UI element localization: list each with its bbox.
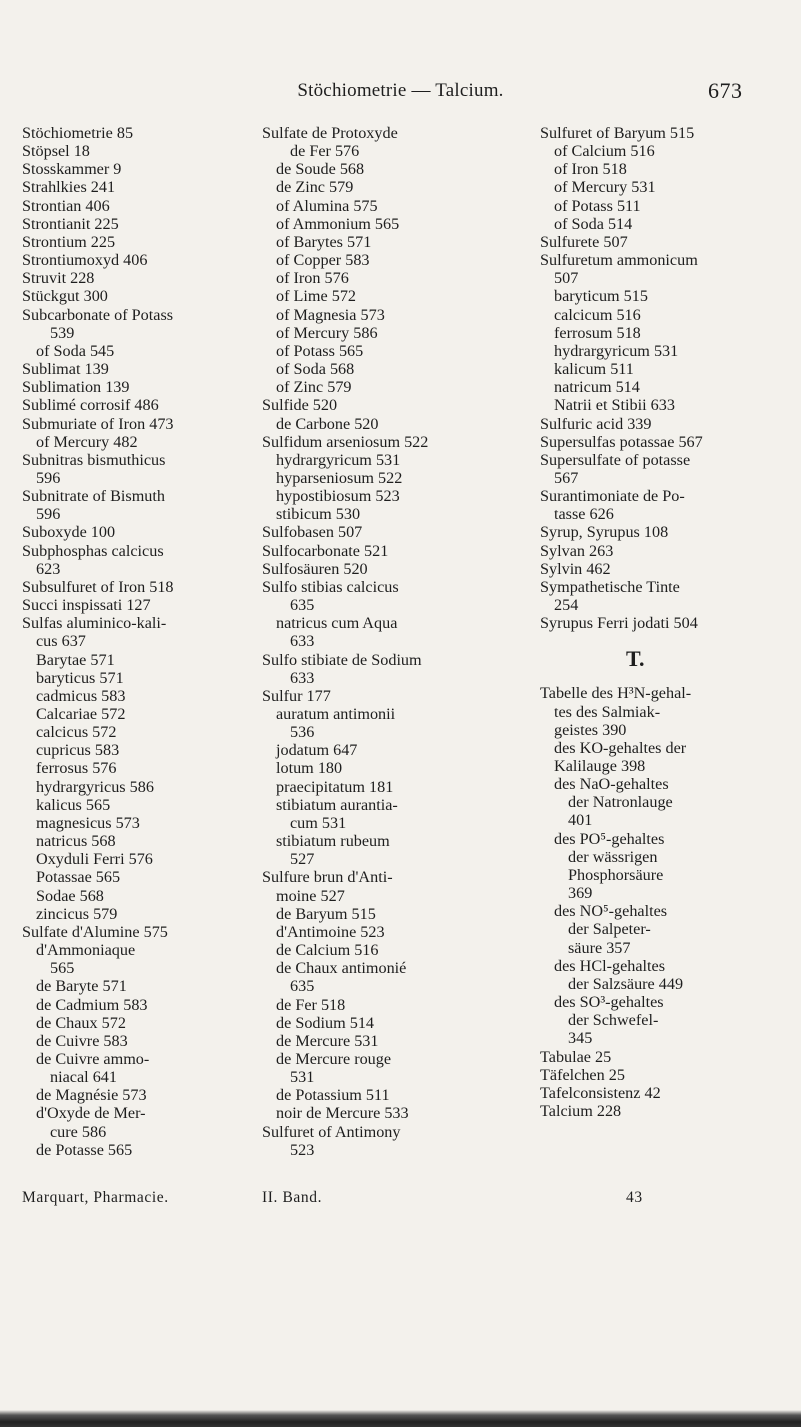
index-entry: of Soda 568	[276, 360, 355, 379]
index-entry: Sulfas aluminico-kali-	[22, 614, 167, 633]
index-entry: cus 637	[36, 632, 86, 651]
footer-signature: 43	[626, 1189, 643, 1206]
index-entry: of Barytes 571	[276, 232, 372, 251]
index-entry: de Zinc 579	[276, 178, 354, 197]
index-entry: Tafelconsistenz 42	[540, 1083, 661, 1102]
index-entry: stibiatum rubeum	[276, 832, 390, 851]
index-entry: hypostibiosum 523	[276, 487, 400, 506]
index-entry: of Lime 572	[276, 287, 357, 306]
index-entry: 523	[290, 1140, 315, 1159]
index-entry: Stückgut 300	[22, 287, 108, 306]
index-entry: Struvit 228	[22, 269, 95, 288]
index-entry: stibicum 530	[276, 505, 361, 524]
index-entry: of Soda 514	[554, 214, 633, 233]
index-entry: Sublimation 139	[22, 378, 130, 397]
index-entry: of Copper 583	[276, 251, 370, 270]
index-entry: of Iron 518	[554, 160, 627, 179]
index-entry: de Fer 576	[290, 142, 360, 161]
index-entry: de Fer 518	[276, 995, 346, 1014]
index-entry: natricus 568	[36, 832, 116, 851]
index-entry: de Chaux antimonié	[276, 959, 407, 978]
index-entry: auratum antimonii	[276, 705, 396, 723]
index-entry: Sulfosäuren 520	[262, 559, 368, 578]
index-entry: Tabelle des H³N-gehal-	[540, 684, 692, 703]
index-entry: Sulfide 520	[262, 396, 338, 415]
index-entry: 527	[290, 850, 315, 869]
index-entry: de Mercure rouge	[276, 1049, 392, 1068]
index-entry: jodatum 647	[276, 741, 358, 760]
index-entry: Supersulfas potassae 567	[540, 432, 703, 451]
index-entry: Sulfidum arseniosum 522	[262, 432, 429, 451]
index-entry: der Natronlauge	[568, 793, 673, 812]
index-entry: de Cuivre 583	[36, 1031, 128, 1050]
index-entry: Tabulae 25	[540, 1047, 612, 1066]
index-entry: 536	[290, 723, 315, 742]
index-entry: baryticus 571	[36, 668, 124, 687]
index-entry: 369	[568, 884, 593, 903]
index-entry: de Potassium 511	[276, 1086, 390, 1105]
index-entry: de Mercure 531	[276, 1031, 379, 1050]
index-entry: de Carbone 520	[276, 414, 379, 433]
footer-volume: II. Band.	[262, 1189, 323, 1206]
index-entry: calcicus 572	[36, 723, 117, 742]
index-entry: hydrargyricus 586	[36, 777, 154, 796]
index-entry: d'Ammoniaque	[36, 941, 136, 960]
index-entry: Sodae 568	[36, 886, 104, 905]
index-entry: Potassae 565	[36, 868, 121, 887]
index-entry: Sulfate de Protoxyde	[262, 124, 398, 142]
index-entry: Barytae 571	[36, 650, 115, 669]
index-entry: calcicum 516	[554, 305, 641, 324]
index-entry: 254	[554, 596, 579, 615]
index-entry: moine 527	[276, 886, 345, 905]
index-entry: Strahlkies 241	[22, 178, 116, 197]
index-entry: cure 586	[50, 1122, 107, 1141]
index-entry: Sympathetische Tinte	[540, 577, 680, 596]
index-entry: Surantimoniate de Po-	[540, 487, 685, 506]
page-title: Stöchiometrie — Talcium.	[297, 80, 504, 101]
index-entry: de Calcium 516	[276, 941, 379, 960]
index-entry: 623	[36, 559, 61, 578]
index-entry: Subsulfuret of Iron 518	[22, 577, 174, 596]
index-column-2	[262, 124, 512, 1159]
page-number: 673	[708, 78, 743, 103]
index-entry: Sylvan 263	[540, 541, 614, 560]
index-entry: Sulfocarbonate 521	[262, 541, 389, 560]
index-entry: Stosskammer 9	[22, 160, 122, 179]
index-entry: noir de Mercure 533	[276, 1104, 409, 1123]
index-entry: 565	[50, 959, 75, 978]
index-entry: 635	[290, 596, 315, 615]
index-entry: of Mercury 531	[554, 178, 656, 197]
index-entry: de Magnésie 573	[36, 1086, 147, 1105]
index-entry: zincicus 579	[36, 904, 118, 923]
index-entry: 345	[568, 1029, 593, 1048]
index-entry: of Mercury 586	[276, 323, 378, 342]
index-entry: Subphosphas calcicus	[22, 541, 164, 560]
index-entry: Sulfur 177	[262, 686, 331, 705]
index-entry: des NO⁵-gehaltes	[554, 902, 668, 921]
index-entry: niacal 641	[50, 1068, 117, 1087]
index-entry: Sulfobasen 507	[262, 523, 363, 542]
index-entry: cum 531	[290, 813, 347, 832]
index-entry: tasse 626	[554, 505, 614, 524]
index-entry: magnesicus 573	[36, 813, 140, 832]
index-entry: des SO³-gehaltes	[554, 993, 664, 1012]
index-entry: natricus cum Aqua	[276, 614, 398, 633]
index-entry: Strontiumoxyd 406	[22, 251, 148, 270]
index-entry: 596	[36, 468, 61, 487]
index-entry: tes des Salmiak-	[554, 702, 661, 721]
index-entry: kalicus 565	[36, 795, 111, 814]
index-entry: of Iron 576	[276, 269, 349, 288]
index-entry: d'Oxyde de Mer-	[36, 1104, 146, 1123]
index-entry: Sulfate d'Alumine 575	[22, 922, 168, 941]
index-entry: cupricus 583	[36, 741, 120, 760]
index-entry: natricum 514	[554, 378, 640, 397]
index-entry: de Cuivre ammo-	[36, 1049, 150, 1068]
index-entry: des NaO-gehaltes	[554, 775, 669, 794]
index-entry: 596	[36, 505, 61, 524]
index-entry: 635	[290, 977, 315, 996]
index-entry: Sulfo stibias calcicus	[262, 577, 399, 596]
index-entry: des PO⁵-gehaltes	[554, 829, 665, 848]
index-entry: Syrup, Syrupus 108	[540, 523, 669, 542]
index-entry: Sulfuret of Baryum 515	[540, 124, 695, 142]
index-entry: 633	[290, 668, 315, 687]
index-entry: 633	[290, 632, 315, 651]
index-entry: hydrargyricum 531	[276, 450, 401, 469]
index-entry: Stöchiometrie 85	[22, 124, 134, 142]
section-letter-heading: T.	[626, 646, 645, 672]
index-entry: of Ammonium 565	[276, 214, 400, 233]
index-column-3	[540, 124, 800, 1120]
index-entry: der Salpeter-	[568, 920, 651, 939]
index-entry: of Zinc 579	[276, 378, 352, 397]
index-entry: Sulfo stibiate de Sodium	[262, 650, 422, 669]
index-entry: Sylvin 462	[540, 559, 611, 578]
index-entry: Sublimat 139	[22, 360, 109, 379]
index-entry: Suboxyde 100	[22, 523, 116, 542]
index-entry: Phosphorsäure	[568, 865, 664, 884]
index-entry: of Soda 545	[36, 341, 115, 360]
index-entry: de Sodium 514	[276, 1013, 375, 1032]
index-entry: de Potasse 565	[36, 1140, 133, 1159]
index-entry: Täfelchen 25	[540, 1065, 625, 1084]
index-entry: 539	[50, 323, 75, 342]
index-entry: Strontium 225	[22, 232, 116, 251]
index-entry: Calcariae 572	[36, 705, 126, 723]
index-entry: praecipitatum 181	[276, 777, 394, 796]
index-entry: stibiatum aurantia-	[276, 795, 398, 814]
index-entry: des HCl-gehaltes	[554, 956, 666, 975]
index-entry: Sulfurete 507	[540, 232, 628, 251]
index-entry: de Baryte 571	[36, 977, 127, 996]
index-entry: Sulfure brun d'Anti-	[262, 868, 393, 887]
index-entry: of Alumina 575	[276, 196, 378, 215]
index-entry: baryticum 515	[554, 287, 648, 306]
index-column-1	[22, 124, 262, 1159]
index-entry: der wässrigen	[568, 847, 658, 866]
index-entry: ferrosum 518	[554, 323, 641, 342]
footer-author: Marquart, Pharmacie.	[22, 1189, 169, 1206]
index-entry: kalicum 511	[554, 360, 634, 379]
index-entry: des KO-gehaltes der	[554, 738, 687, 757]
index-entry: Syrupus Ferri jodati 504	[540, 614, 698, 633]
index-entry: Strontian 406	[22, 196, 110, 215]
index-entry: Sulfuret of Antimony	[262, 1122, 401, 1141]
index-entry: Stöpsel 18	[22, 142, 90, 161]
index-entry: Natrii et Stibii 633	[554, 396, 675, 415]
index-entry: of Potass 565	[276, 341, 364, 360]
index-entry: Supersulfate of potasse	[540, 450, 691, 469]
index-entry: 567	[554, 468, 579, 487]
scan-edge	[0, 1410, 801, 1427]
index-entry: de Baryum 515	[276, 904, 376, 923]
index-entry: säure 357	[568, 938, 631, 957]
index-entry: lotum 180	[276, 759, 343, 778]
index-entry: of Calcium 516	[554, 142, 655, 161]
index-entry: hydrargyricum 531	[554, 341, 679, 360]
index-entry: der Salzsäure 449	[568, 974, 684, 993]
index-entry: Oxyduli Ferri 576	[36, 850, 153, 869]
index-entry: Submuriate of Iron 473	[22, 414, 174, 433]
index-entry: de Soude 568	[276, 160, 365, 179]
index-entry: Subcarbonate of Potass	[22, 305, 174, 324]
index-entry: Kalilauge 398	[554, 757, 646, 775]
index-entry: Talcium 228	[540, 1101, 622, 1120]
index-entry: Sulfuretum ammonicum	[540, 251, 698, 270]
index-entry: d'Antimoine 523	[276, 922, 385, 941]
index-entry: Succi inspissati 127	[22, 596, 151, 615]
index-entry: hyparseniosum 522	[276, 468, 403, 487]
index-entry: de Chaux 572	[36, 1013, 126, 1032]
index-entry: geistes 390	[554, 720, 627, 739]
index-entry: der Schwefel-	[568, 1011, 659, 1030]
index-entry: 401	[568, 811, 593, 830]
index-entry: de Cadmium 583	[36, 995, 148, 1014]
index-entry: 507	[554, 269, 579, 288]
index-entry: 531	[290, 1068, 315, 1087]
index-entry: cadmicus 583	[36, 686, 126, 705]
index-entry: Subnitras bismuthicus	[22, 450, 166, 469]
index-entry: ferrosus 576	[36, 759, 117, 778]
index-entry: of Mercury 482	[36, 432, 138, 451]
index-entry: Sulfuric acid 339	[540, 414, 652, 433]
index-entry: Sublimé corrosif 486	[22, 396, 159, 415]
index-entry: of Potass 511	[554, 196, 641, 215]
index-entry: Strontianit 225	[22, 214, 119, 233]
index-entry: Subnitrate of Bismuth	[22, 487, 165, 506]
index-entry: of Magnesia 573	[276, 305, 385, 324]
